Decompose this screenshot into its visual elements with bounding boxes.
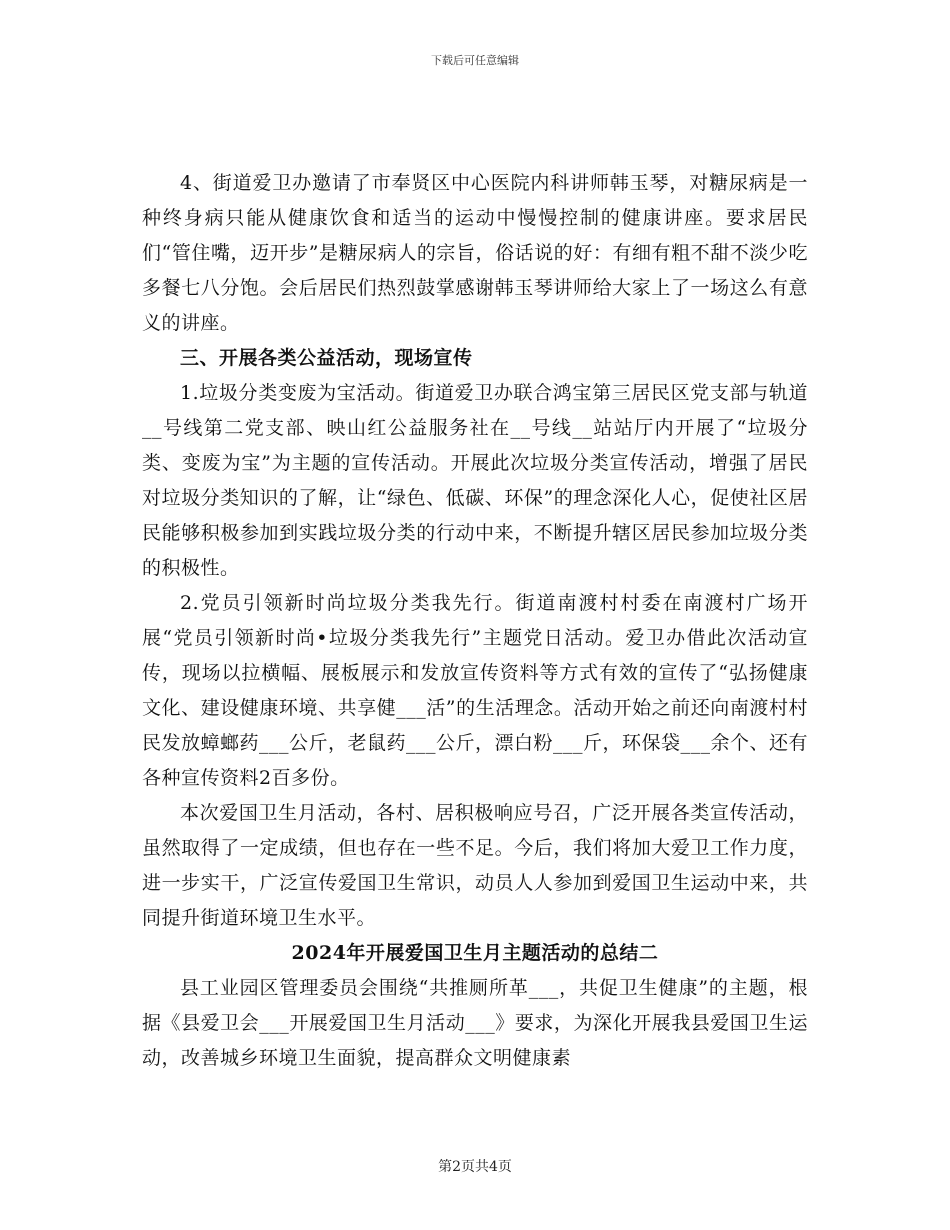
document-title: 2024年开展爱国卫生月主题活动的总结二	[291, 942, 659, 964]
paragraph-summary: 本次爱国卫生月活动，各村、居积极响应号召，广泛开展各类宣传活动，虽然取得了一定成绩，但也存在一些不足。今后，我们将加大爱卫工作力度，进一步实干，广泛宣传爱国卫生常识，动员人人参加到爱国卫生运动中来，共同提升街道环境卫生水平。	[142, 802, 808, 929]
section-heading: 三、开展各类公益活动，现场宣传	[180, 347, 473, 369]
paragraph-party-members: 2.党员引领新时尚垃圾分类我先行。街道南渡村村委在南渡村广场开展“党员引领新时尚•垃圾分类我先行”主题党日活动。爱卫办借此次活动宣传，现场以拉横幅、展板展示和发放宣传资料等方式有效的宣传了“弘扬健康文化、建设健康环境、共享健___活”的生活理念。活动开始之前还向南渡村村民发放蟑螂药___公斤，老鼠药___公斤，漂白粉___斤，环保袋___余个、还有各种宣传资料2百多份。	[142, 592, 809, 789]
page-header: 下载后可任意编辑	[431, 54, 519, 67]
paragraph-industrial-park: 县工业园区管理委员会围绕“共推厕所革___，共促卫生健康”的主题，根据《县爱卫会___开展爱国卫生月活动___》要求，为深化开展我县爱国卫生运动，改善城乡环境卫生面貌，提高群众文明健康素	[142, 977, 808, 1069]
document-body	[142, 166, 808, 1076]
paragraph-waste-sorting: 1.垃圾分类变废为宝活动。街道爱卫办联合鸿宝第三居民区党支部与轨道__号线第二党支部、映山红公益服务社在__号线__站站厅内开展了“垃圾分类、变废为宝”为主题的宣传活动。开展此次垃圾分类宣传活动，增强了居民对垃圾分类知识的了解，让“绿色、低碳、环保”的理念深化人心，促使社区居民能够积极参加到实践垃圾分类的行动中来，不断提升辖区居民参加垃圾分类的积极性。	[142, 382, 808, 579]
paragraph-health-lecture: 4、街道爱卫办邀请了市奉贤区中心医院内科讲师韩玉琴，对糖尿病是一种终身病只能从健康饮食和适当的运动中慢慢控制的健康讲座。要求居民们“管住嘴，迈开步”是糖尿病人的宗旨，俗话说的好：有细有粗不甜不淡少吃多餐七八分饱。会后居民们热烈鼓掌感谢韩玉琴讲师给大家上了一场这么有意义的讲座。	[142, 172, 808, 334]
page-number: 第2页共4页	[438, 1159, 512, 1175]
